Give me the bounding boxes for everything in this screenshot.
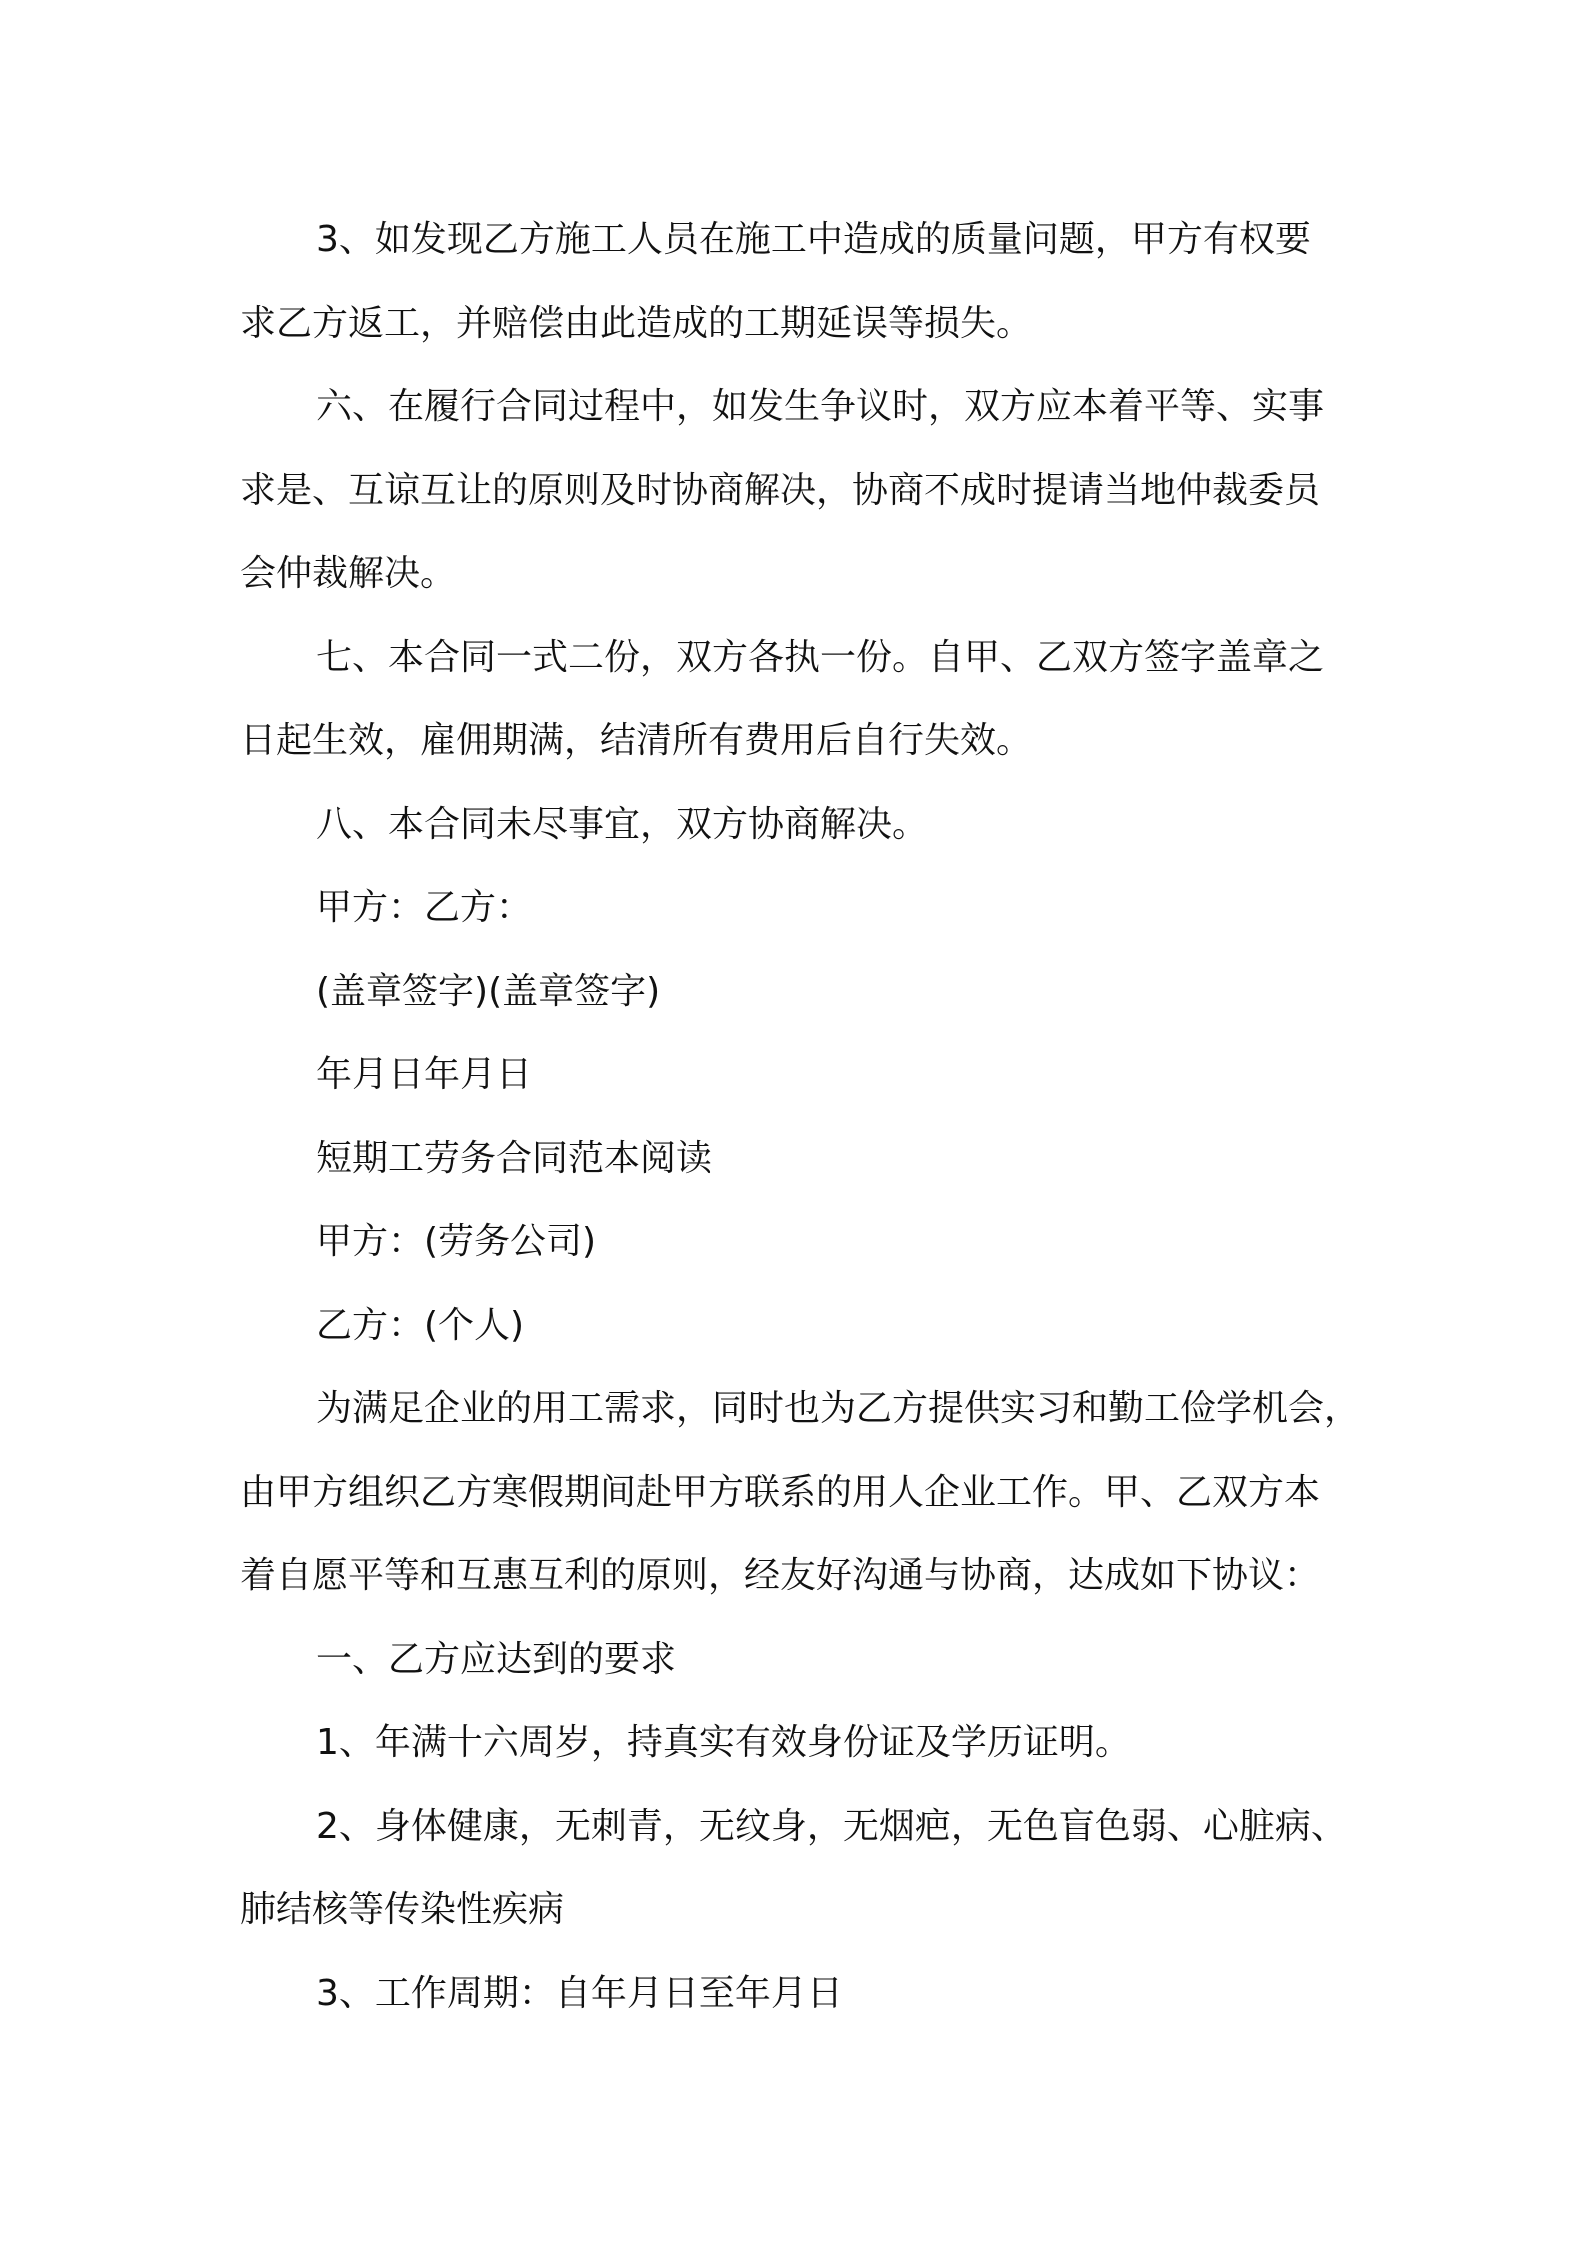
text-line: 着自愿平等和互惠互利的原则，经友好沟通与协商，达成如下协议： [240, 1555, 1321, 1596]
text-line: 甲方：乙方： [316, 887, 533, 928]
document-body [240, 198, 1370, 2035]
text-line: 七、本合同一式二份，双方各执一份。自甲、乙双方签字盖章之 [316, 636, 1325, 678]
text-line: 甲方：(劳务公司) [316, 1221, 597, 1262]
text-line: 2、身体健康，无刺青，无纹身，无烟疤，无色盲色弱、心脏病、 [316, 1805, 1347, 1847]
text-line: 六、在履行合同过程中，如发生争议时，双方应本着平等、实事 [316, 386, 1325, 427]
text-line: 肺结核等传染性疾病 [240, 1889, 565, 1930]
text-line: 乙方：(个人) [316, 1304, 525, 1346]
text-line: 一、乙方应达到的要求 [316, 1638, 677, 1680]
text-line: 年月日年月日 [316, 1054, 533, 1095]
text-line: 短期工劳务合同范本阅读 [316, 1137, 713, 1179]
text-line: (盖章签字)(盖章签字) [316, 970, 661, 1012]
text-line: 由甲方组织乙方寒假期间赴甲方联系的用人企业工作。甲、乙双方本 [240, 1471, 1321, 1513]
text-line: 求乙方返工，并赔偿由此造成的工期延误等损失。 [240, 302, 1033, 344]
text-line: 求是、互谅互让的原则及时协商解决，协商不成时提请当地仲裁委员 [240, 469, 1321, 511]
text-line: 1、年满十六周岁，持真实有效身份证及学历证明。 [316, 1722, 1131, 1763]
text-line: 会仲裁解决。 [240, 553, 457, 594]
text-line: 3、工作周期：自年月日至年月日 [316, 1972, 843, 2014]
text-line: 八、本合同未尽事宜，双方协商解决。 [316, 803, 929, 845]
text-line: 3、如发现乙方施工人员在施工中造成的质量问题，甲方有权要 [316, 219, 1311, 260]
text-line: 为满足企业的用工需求，同时也为乙方提供实习和勤工俭学机会， [316, 1388, 1361, 1429]
text-line: 日起生效，雇佣期满，结清所有费用后自行失效。 [240, 720, 1033, 761]
